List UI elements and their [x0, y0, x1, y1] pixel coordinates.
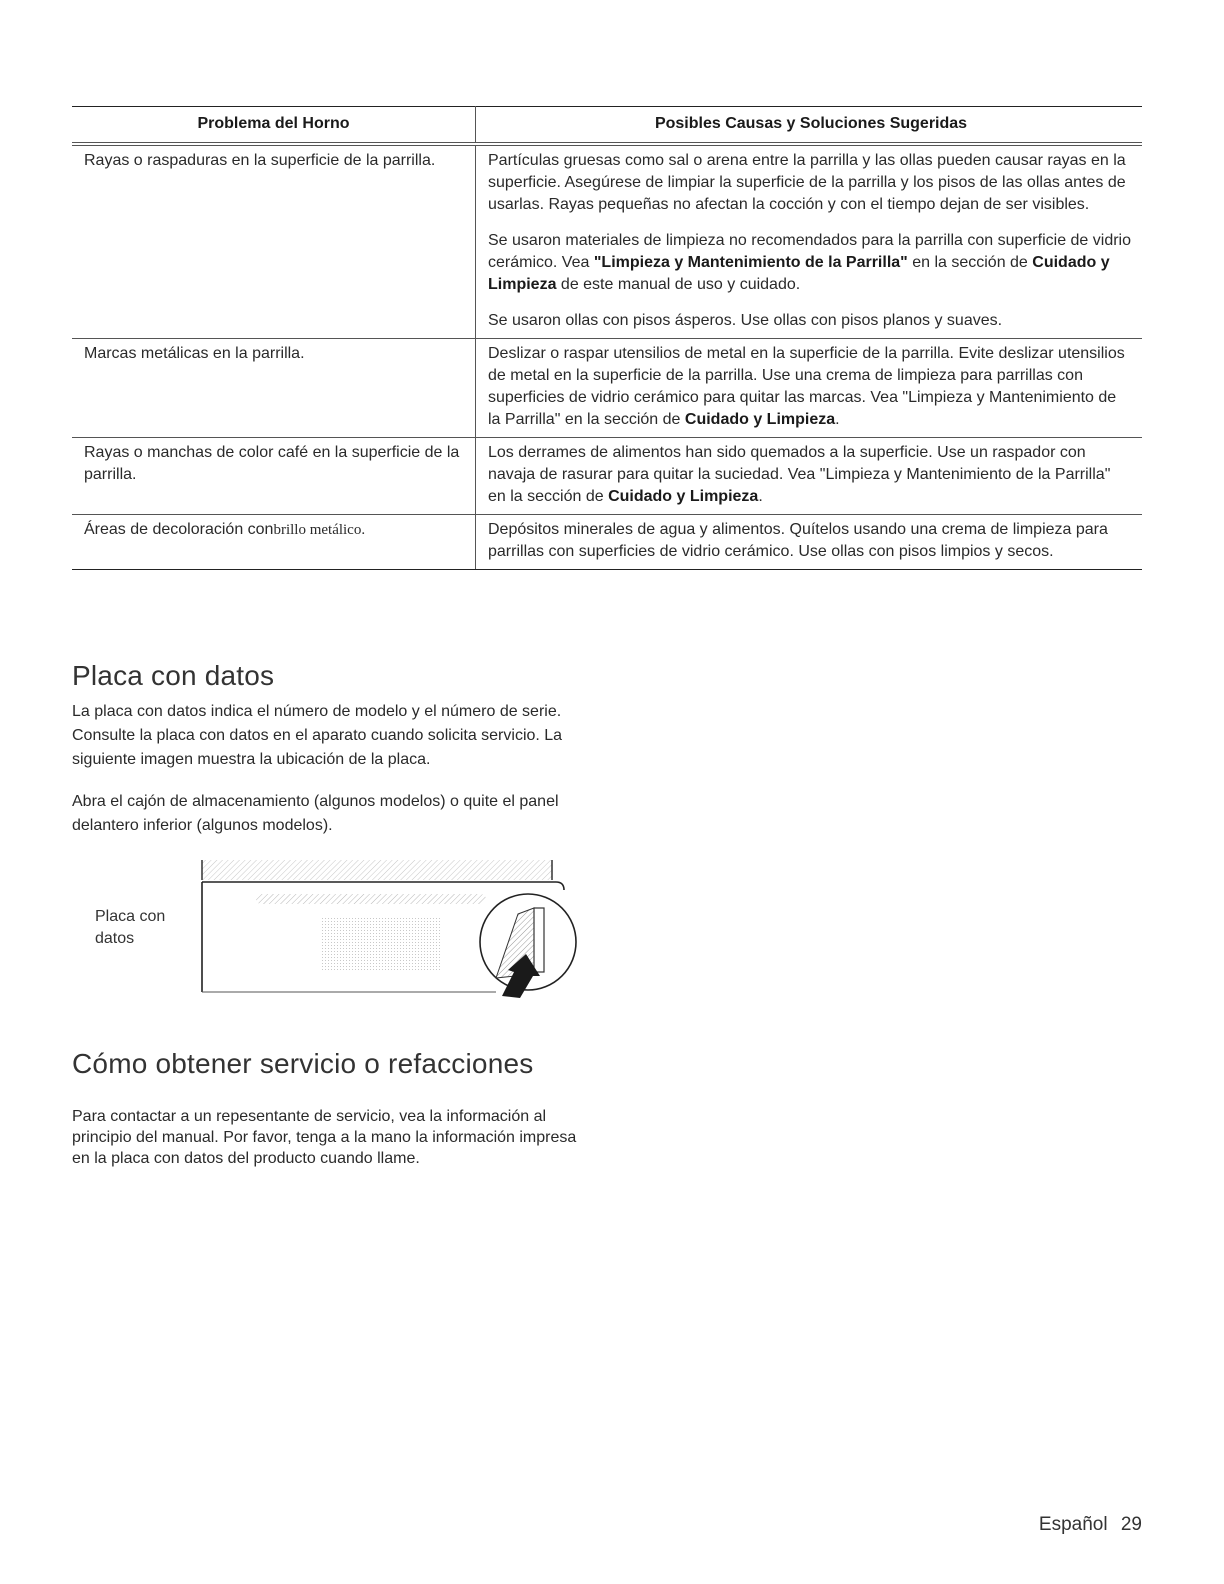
rating-plate-heading: Placa con datos: [72, 660, 275, 691]
drawer-handle: [256, 894, 486, 904]
table-row: [72, 438, 1142, 515]
solution-bold-text: "Limpieza y Mantenimiento de la Parrilla": [593, 254, 908, 271]
solution-bold-text: Cuidado y Limpieza: [488, 254, 1110, 293]
drawer-drawing: [196, 858, 592, 1000]
page-number: 29: [1120, 1514, 1142, 1535]
rating-plate-label-line: datos: [95, 930, 135, 947]
problem-cell: [72, 515, 476, 570]
table-row: [72, 144, 1142, 339]
solution-text: Deslizar o raspar utensilios de metal en la superficie de la parrilla. Evite deslizar utensilios de metal en la superficie de la parrilla. Use una crema de limpieza para parrillas con superficies de vidrio cerámico para quitar las marcas. Vea "Limpieza y Mantenimiento de la Parrilla" en la sección de: [488, 345, 1125, 428]
top-trim: [202, 860, 552, 880]
troubleshooting-table: [72, 106, 1142, 570]
table-row: [72, 515, 1142, 570]
solution-text: Se usaron materiales de limpieza no recomendados para la parrilla con superficie de vidrio cerámico. Vea: [488, 232, 1132, 271]
rating-plate-paragraph-1: La placa con datos indica el número de modelo y el número de serie. Consulte la placa con datos en el aparato cuando solicita servicio. La siguiente imagen muestra la ubicación de la placa.: [72, 703, 563, 768]
problem-text: Áreas de decoloración con: [84, 521, 274, 538]
service-paragraph: Para contactar a un repesentante de servicio, vea la información al principio del manual. Por favor, tenga a la mano la información impresa en la placa con datos del producto cuando llame.: [72, 1108, 577, 1167]
table-row: [72, 339, 1142, 438]
solution-bold-text: Cuidado y Limpieza: [608, 488, 759, 505]
solution-paragraph: Partículas gruesas como sal o arena entre la parrilla y las ollas pueden causar rayas en la superficie. Asegúrese de limpiar la superficie de la parrilla y los pisos de las ollas antes de usarlas. Rayas pequeñas no afectan la cocción y con el tiempo dejan de ser visibles.: [488, 152, 1126, 213]
solution-text: .: [835, 411, 840, 428]
problem-cell: Marcas metálicas en la parrilla.: [72, 339, 476, 438]
solution-text: en la sección de: [907, 254, 1033, 271]
rating-plate-label: [95, 906, 165, 950]
solution-cell: [476, 144, 1143, 339]
drawer-outline: [202, 882, 564, 890]
header-problem: Problema del Horno: [72, 107, 476, 145]
solution-cell: [476, 339, 1143, 438]
problem-cell: Rayas o manchas de color café en la superficie de la parrilla.: [72, 438, 476, 515]
rating-plate: [534, 908, 544, 972]
table-header-row: [72, 107, 1142, 145]
page-footer: [1039, 1514, 1142, 1536]
solution-paragraph: [488, 230, 1132, 296]
solution-cell: [476, 438, 1143, 515]
solution-text: .: [758, 488, 763, 505]
solution-bold-text: Cuidado y Limpieza: [684, 411, 836, 428]
solution-text: de este manual de uso y cuidado.: [556, 276, 801, 293]
rating-plate-label-line: Placa con: [95, 908, 166, 925]
rating-plate-paragraph-2: Abra el cajón de almacenamiento (algunos modelos) o quite el panel delantero inferior (algunos modelos).: [72, 793, 559, 834]
solution-cell: Depósitos minerales de agua y alimentos. Quítelos usando una crema de limpieza para parrillas con superficies de vidrio cerámico. Use ollas con pisos limpios y secos.: [476, 515, 1143, 570]
footer-language: Español: [1038, 1514, 1108, 1535]
service-heading: Cómo obtener servicio o refacciones: [72, 1048, 534, 1079]
problem-text-serif: brillo metálico.: [273, 522, 366, 538]
solution-text: Los derrames de alimentos han sido quemados a la superficie. Use un raspador con navaja de rasurar para quitar la suciedad. Vea "Limpieza y Mantenimiento de la Parrilla" en la sección de: [488, 444, 1111, 505]
problem-cell: Rayas o raspaduras en la superficie de la parrilla.: [72, 144, 476, 339]
drawer-texture: [322, 916, 442, 972]
rating-plate-illustration: [92, 858, 592, 1000]
solution-paragraph: Se usaron ollas con pisos ásperos. Use ollas con pisos planos y suaves.: [488, 312, 1003, 329]
header-solution: Posibles Causas y Soluciones Sugeridas: [476, 107, 1143, 145]
